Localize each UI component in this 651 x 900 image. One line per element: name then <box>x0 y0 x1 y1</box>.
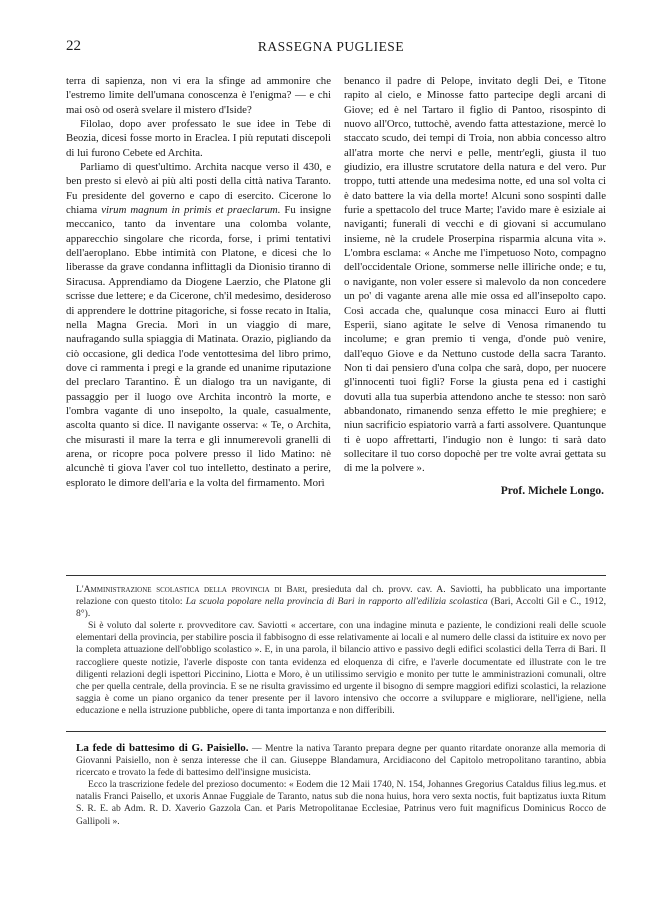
paragraph: terra di sapienza, non vi era la sfinge ad ammonire che l'estremo limite dell'umana conoscenza è l'enigma? — e chi mai osò od oserà svelare il mistero d'Iside? <box>66 75 331 116</box>
page-header <box>66 38 596 58</box>
notice-body: Ecco la trascrizione fedele del prezioso documento: « Eodem die 12 Maii 1740, N. 154, Johannes Gregorius Cataldus filius leg.mus. et natalis Franci Paisello, et uxoris Annae Fuggiale de Taranto, natus sub die nona huius, hora vero sexta noctis, fuit baptizatus iuxta Ritum S. R. E. ab Adm. R. D. Xaverio Gazzola Can. et Paris Metropolitanae Ecclesiae, Patrinus vero fuit magnificus Dominicus Rocco de Gallipoli ». <box>76 779 606 827</box>
report-title: La scuola popolare nella provincia di Bari in rapporto all'edilizia scolastica <box>185 596 488 608</box>
notice-intro <box>76 584 606 620</box>
article-right-column <box>344 74 606 498</box>
notice-lead: L'Amministrazione scolastica della provincia di Bari, <box>76 584 308 595</box>
latin-quote: virum magnum in primis et praeclarum. <box>101 204 281 217</box>
paragraph: benanco il padre di Pelope, invitato degli Dei, e Titone rapito al cielo, e Minosse fatto partecipe degli arcani di Giove; ed è nel Tartaro il figlio di Pantoo, risospinto di nuovo all'Orco, tuttochè, avendo fatta attestazione, mercè lo staccato scudo, dei tempi di Troia, non abbia concesso altro all'atra morte che nervi e pelle, mentr'egli, giusta il tuo giudizio, era illustre scrutatore della natura e del vero. Pur troppo, tutti attende una medesima notte, ed una sol volta ci è dato battere la via della morte! Alcuni sono sospinti dalle furie a spettacolo del truce Marte; l'avido mare è esiziale ai naviganti; funerali di vecchi e di giovani si accumulano insieme, nè la crudele Proserpina risparmia alcuna vita ». L'ombra esclama: « Anche me l'impetuoso Noto, compagno dell'occidentale Orione, sommerse nelle illiriche onde; e tu, o navigante, non voler essere sì malevolo da non concedere un po' di vagante arena alle mie ossa ed all'insepolto capo. Così accada che, qualunque cosa minacci Euro ai flutti Esperii, siano agitate le selve di Venosa rimanendo tu incolume; e gran premio ti venga, d'onde può venire, dall'equo Giove e da Nettuno custode della sacra Taranto. Non ti dai pensiero d'una colpa che sarà, dopo, per nuocere gl'innocenti tuoi figli? Forse la giusta pena ed i castighi dovuti alla tua superbia attendono anche te stesso: non sarò abbandonato, rimanendo senza effetto le mie preghiere; e niun sacrificio espiatorio varrà a farti assolvere. Quantunque ti è uopo affrettarti, l'indugio non è lungo: ti sarà dato sollecitare il tuo corso dopochè per tre volte avrai gettata su di me la polvere ». <box>344 75 606 475</box>
paragraph-text: Fu insigne meccanico, tanto da inventare una colomba volante, apparecchio singolare che ricorda, forse, i primi tentativi dell'aeroplano. Ebbe intimità con Platone, e dicesi che lo liberasse da grave condanna inflittagli da Dionisio tiranno di Siracusa. Apprendiamo da Diogene Laerzio, che Platone gli scrisse due lettere; e da Cicerone, ch'il medesimo, desideroso di apprendere le dottrine pitagoriche, si fosse recato in Italia, nella Magna Grecia. Morì in un viaggio di mare, naufragando sulla spiaggia di Matinata. Orazio, pigliando da ciò occasione, gli dedica l'ode ventottesima del libro primo, dove ci rammenta i pregi e la grande ed unanime riputazione del preclaro Tarantino. È un dialogo tra un navigante, di passaggio per il luogo ove Archita incontrò la morte, e l'ombra vagante di uno insepolto, la quale, casualmente, ascolta quanto si dice. Il navigante osserva: « Te, o Archita, che misurasti il mare la terra e gli innumerevoli granelli di arena, or ricopre poca polvere presso il lido Matino: nè alcunchè ti giova l'aver col tuo intelletto, destinato a perire, esplorato le dimore dell'aria e la volta del firmamento. Morì <box>66 204 331 489</box>
notice-paisiello <box>76 742 606 828</box>
page-number: 22 <box>66 38 81 54</box>
report-citation: (Bari, Accolti Gil e C., 1912, 8°). <box>76 596 606 620</box>
running-title: RASSEGNA PUGLIESE <box>257 39 405 54</box>
notice-body: — Mentre la nativa Taranto prepara degne per quanto ritardate onoranze alla memoria di Giovanni Paisiello, non è senza interesse che il can. Giuseppe Blandamura, Arcidiacono del Capitolo metropolitano tarantino, abbia ricercato e trovato la fede di battesimo dell'insigne musicista. <box>76 743 606 779</box>
section-divider <box>66 575 606 576</box>
notice-intro <box>76 742 606 779</box>
article-left-column <box>66 74 331 490</box>
paragraph-text: Parliamo di quest'ultimo. Archita nacque verso il 430, e ben presto si elevò ai più alti posti della città nativa Taranto. Fu presidente del governo e capo di esercito. Cicerone lo chiama <box>66 161 331 217</box>
section-divider <box>66 731 606 732</box>
notice-lead-rest: presieduta dal ch. provv. cav. A. Saviotti, ha pubblicato una importante relazione con questo titolo: <box>76 584 606 608</box>
paragraph <box>66 160 331 490</box>
notice-heading: La fede di battesimo di G. Paisiello. <box>76 742 249 754</box>
article-author: Prof. Michele Longo. <box>500 484 604 497</box>
paragraph: Filolao, dopo aver professato le sue idee in Tebe di Beozia, dicesi fosse morto in Eraclea. I più reputati discepoli di lui furono Cebete ed Archita. <box>66 118 331 159</box>
notice-body: Si è voluto dal solerte r. provveditore cav. Saviotti « accertare, con una indagine minuta e paziente, le condizioni reali delle scuole elementari della provincia, per stabilire poscia il fabbisogno di esse relativamente ai locali e al numero delle classi da istituire ex novo per la completa attuazione dell'obbligo scolastico ». E, in una parola, il bilancio attivo e passivo degli edifici scolastici della Terra di Bari. Il raccogliere queste notizie, l'averle disposte con tanta evidenza ed eloquenza di cifre, e l'averle documentate ed illustrate con le tre diligenti relazioni degli ispettori Piccinino, Liotta e Moro, è un utilissimo servigio e monito per tutte le amministrazioni comunali, oltre che per quella centrale, della provincia. E se ne risulta gravissimo ed urgente il bisogno di sempre maggiori edifizi scolastici, la relazione saggia è come un piano organico da tener presente per il lavoro intensivo che occorre a sviluppare e migliorare, nell'igiene, nella educazione e nella istruzione pubbliche, opere di tanta importanza e non differibili. <box>76 620 606 716</box>
notice-school-report <box>76 584 606 717</box>
